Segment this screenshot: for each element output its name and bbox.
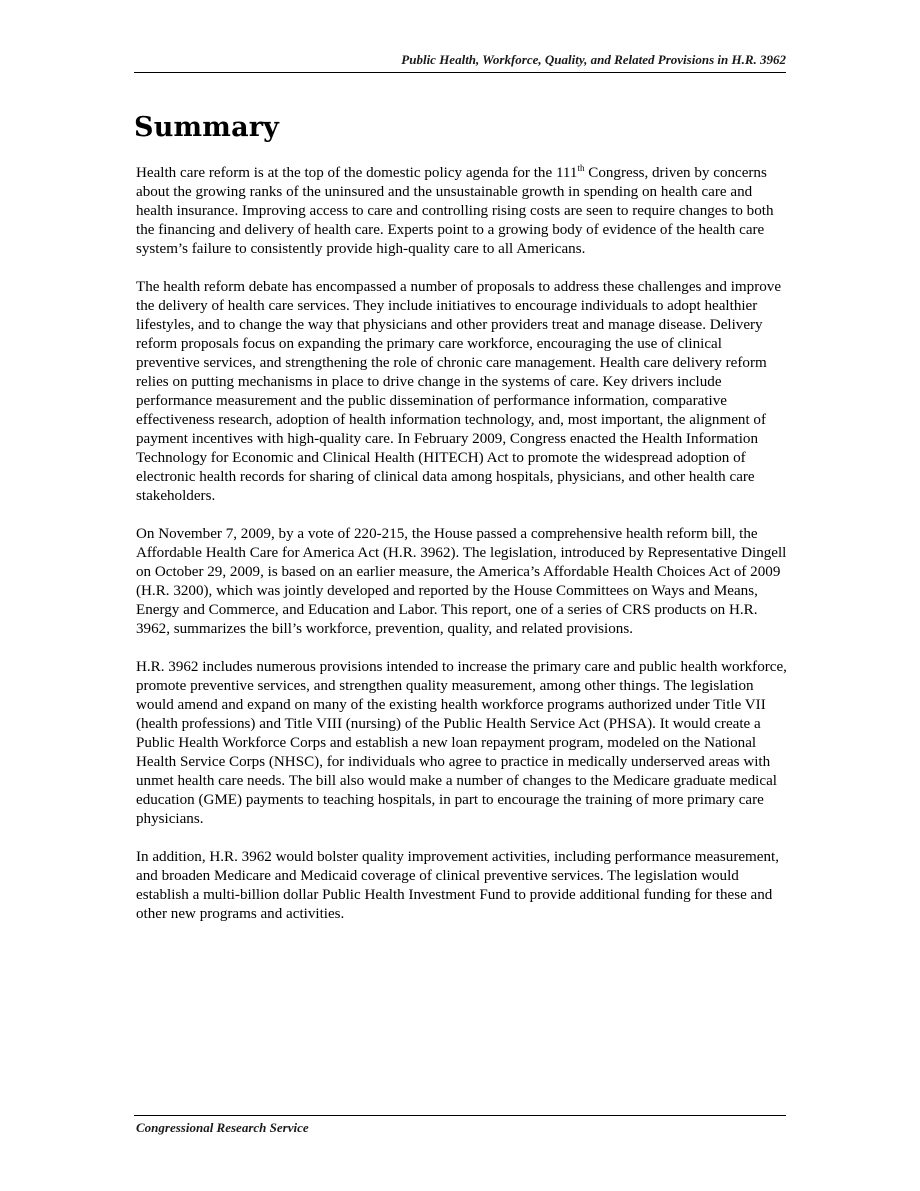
running-footer: Congressional Research Service: [136, 1120, 309, 1135]
paragraph-1: [136, 164, 788, 259]
paragraph-1-lead: Health care reform is at the top of the domestic policy agenda for the 111: [136, 165, 578, 181]
header-divider: [134, 72, 786, 73]
ordinal-superscript: th: [577, 163, 585, 173]
paragraph-2: The health reform debate has encompassed a number of proposals to address these challenges and improve the delivery of health care services. They include initiatives to encourage individuals to adopt healthier lifestyles, and to change the way that physicians and other providers treat and manage disease. Delivery reform proposals focus on expanding the primary care workforce, encouraging the use of clinical preventive services, and strengthening the role of chronic care management. Health care delivery reform relies on putting mechanisms in place to drive change in the systems of care. Key drivers include performance measurement and the public dissemination of performance information, comparative effectiveness research, adoption of health information technology, and, most important, the alignment of payment incentives with high-quality care. In February 2009, Congress enacted the Health Information Technology for Economic and Clinical Health (HITECH) Act to promote the widespread adoption of electronic health records for sharing of clinical data among hospitals, physicians, and other health care stakeholders.: [136, 279, 782, 504]
footer-divider: [134, 1115, 786, 1116]
paragraph-5: In addition, H.R. 3962 would bolster quality improvement activities, including performance measurement, and broaden Medicare and Medicaid coverage of clinical preventive services. The legislation would establish a multi-billion dollar Public Health Investment Fund to provide additional funding for these and other new programs and activities.: [136, 849, 780, 922]
paragraph-4: H.R. 3962 includes numerous provisions intended to increase the primary care and public health workforce, promote preventive services, and strengthen quality measurement, among other things. The legislation would amend and expand on many of the existing health workforce programs authorized under Title VII (health professions) and Title VIII (nursing) of the Public Health Service Act (PHSA). It would create a Public Health Workforce Corps and establish a new loan repayment program, modeled on the National Health Service Corps (NHSC), for individuals who agree to practice in medically underserved areas with unmet health care needs. The bill also would make a number of changes to the Medicare graduate medical education (GME) payments to teaching hospitals, in part to encourage the training of more primary care physicians.: [136, 659, 787, 827]
paragraph-1-rest: Congress, driven by concerns about the growing ranks of the uninsured and the unsustainable growth in spending on health care and health insurance. Improving access to care and controlling rising costs are seen to require changes to both the financing and delivery of health care. Experts point to a growing body of evidence of the health care system’s failure to consistently provide high-quality care to all Americans.: [136, 165, 774, 257]
page-title: Summary: [134, 112, 280, 143]
summary-body: [136, 164, 788, 943]
paragraph-3: On November 7, 2009, by a vote of 220-215, the House passed a comprehensive health reform bill, the Affordable Health Care for America Act (H.R. 3962). The legislation, introduced by Representative Dingell on October 29, 2009, is based on an earlier measure, the America’s Affordable Health Choices Act of 2009 (H.R. 3200), which was jointly developed and reported by the House Committees on Ways and Means, Energy and Commerce, and Education and Labor. This report, one of a series of CRS products on H.R. 3962, summarizes the bill’s workforce, prevention, quality, and related provisions.: [136, 526, 787, 637]
running-header: Public Health, Workforce, Quality, and Related Provisions in H.R. 3962: [401, 52, 786, 67]
